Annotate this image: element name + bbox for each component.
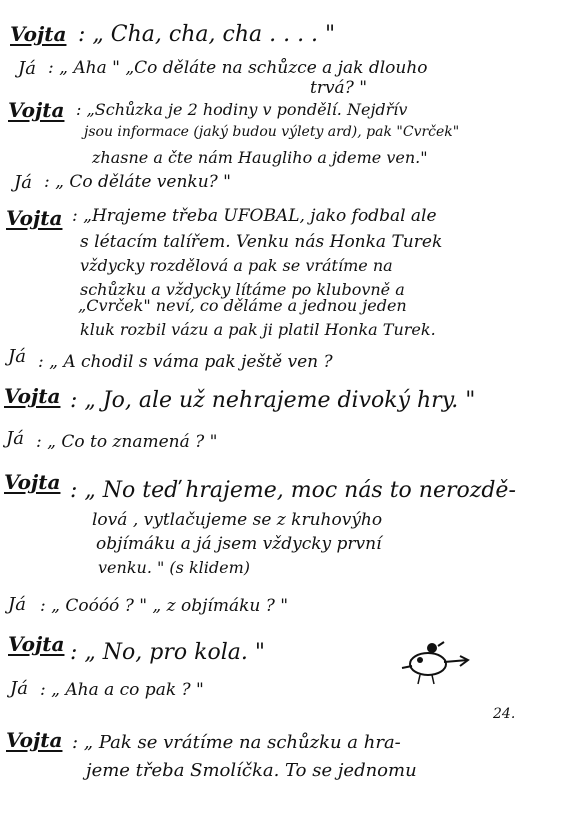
speaker-label: Já bbox=[10, 678, 28, 699]
bird-doodle-icon bbox=[398, 638, 474, 688]
speech-line: : „ Jo, ale už nehrajeme divoký hry. " bbox=[70, 388, 476, 413]
speech-line: venku. " (s klidem) bbox=[98, 558, 251, 577]
speech-line: vždycky rozdělová a pak se vrátíme na bbox=[80, 256, 393, 275]
speaker-label: Já bbox=[8, 594, 26, 615]
page-number: 24. bbox=[493, 706, 516, 722]
speech-line: jeme třeba Smolíčka. To se jednomu bbox=[86, 760, 417, 781]
speech-line: : „ Aha a co pak ? " bbox=[40, 680, 204, 700]
speaker-label: Já bbox=[6, 428, 24, 449]
speech-line: : „ A chodil s váma pak ještě ven ? bbox=[38, 352, 333, 372]
speech-line: zhasne a čte nám Haugliho a jdeme ven." bbox=[92, 148, 428, 167]
speaker-label: Vojta bbox=[10, 22, 67, 46]
speech-line: : „ Aha " „Co děláte na schůzce a jak dlouho bbox=[48, 58, 428, 78]
speaker-label: Já bbox=[14, 172, 32, 193]
speaker-label: Vojta bbox=[8, 98, 65, 122]
speech-line: lová , vytlačujeme se z kruhovýho bbox=[92, 510, 383, 530]
speech-line: : „ Pak se vrátíme na schůzku a hra- bbox=[72, 732, 401, 753]
speaker-label: Já bbox=[8, 346, 26, 367]
speaker-label: Vojta bbox=[4, 470, 61, 494]
speech-line: objímáku a já jsem vždycky první bbox=[96, 534, 382, 554]
speech-line: : „Hrajeme třeba UFOBAL, jako fodbal ale bbox=[72, 206, 437, 226]
speech-line: : „ Co to znamená ? " bbox=[36, 432, 218, 452]
speech-line: : „Schůzka je 2 hodiny v pondělí. Nejdřív bbox=[76, 100, 408, 119]
speech-line: : „ Coóóó ? " „ z objímáku ? " bbox=[40, 596, 289, 616]
speaker-label: Vojta bbox=[6, 728, 63, 752]
speech-line: : „ Cha, cha, cha . . . . " bbox=[78, 22, 336, 47]
speaker-label: Vojta bbox=[6, 206, 63, 230]
speech-line: : „ No, pro kola. " bbox=[70, 640, 265, 665]
speech-line: jsou informace (jaký budou výlety ard), pak "Cvrček" bbox=[84, 124, 460, 140]
speaker-label: Vojta bbox=[8, 632, 65, 656]
speech-line: „Cvrček" neví, co děláme a jednou jeden bbox=[78, 296, 407, 315]
speech-line: kluk rozbil vázu a pak ji platil Honka Turek. bbox=[80, 320, 436, 339]
speech-line: s létacím talířem. Venku nás Honka Turek bbox=[80, 232, 443, 252]
speech-line: trvá? " bbox=[310, 78, 368, 98]
speech-line: : „ Co děláte venku? " bbox=[44, 172, 231, 192]
speaker-label: Já bbox=[18, 58, 36, 79]
speech-line: schůzku a vždycky lítáme po klubovně a bbox=[80, 280, 405, 299]
speaker-label: Vojta bbox=[4, 384, 61, 408]
speech-line: : „ No teď hrajeme, moc nás to nerozdě- bbox=[70, 478, 516, 503]
